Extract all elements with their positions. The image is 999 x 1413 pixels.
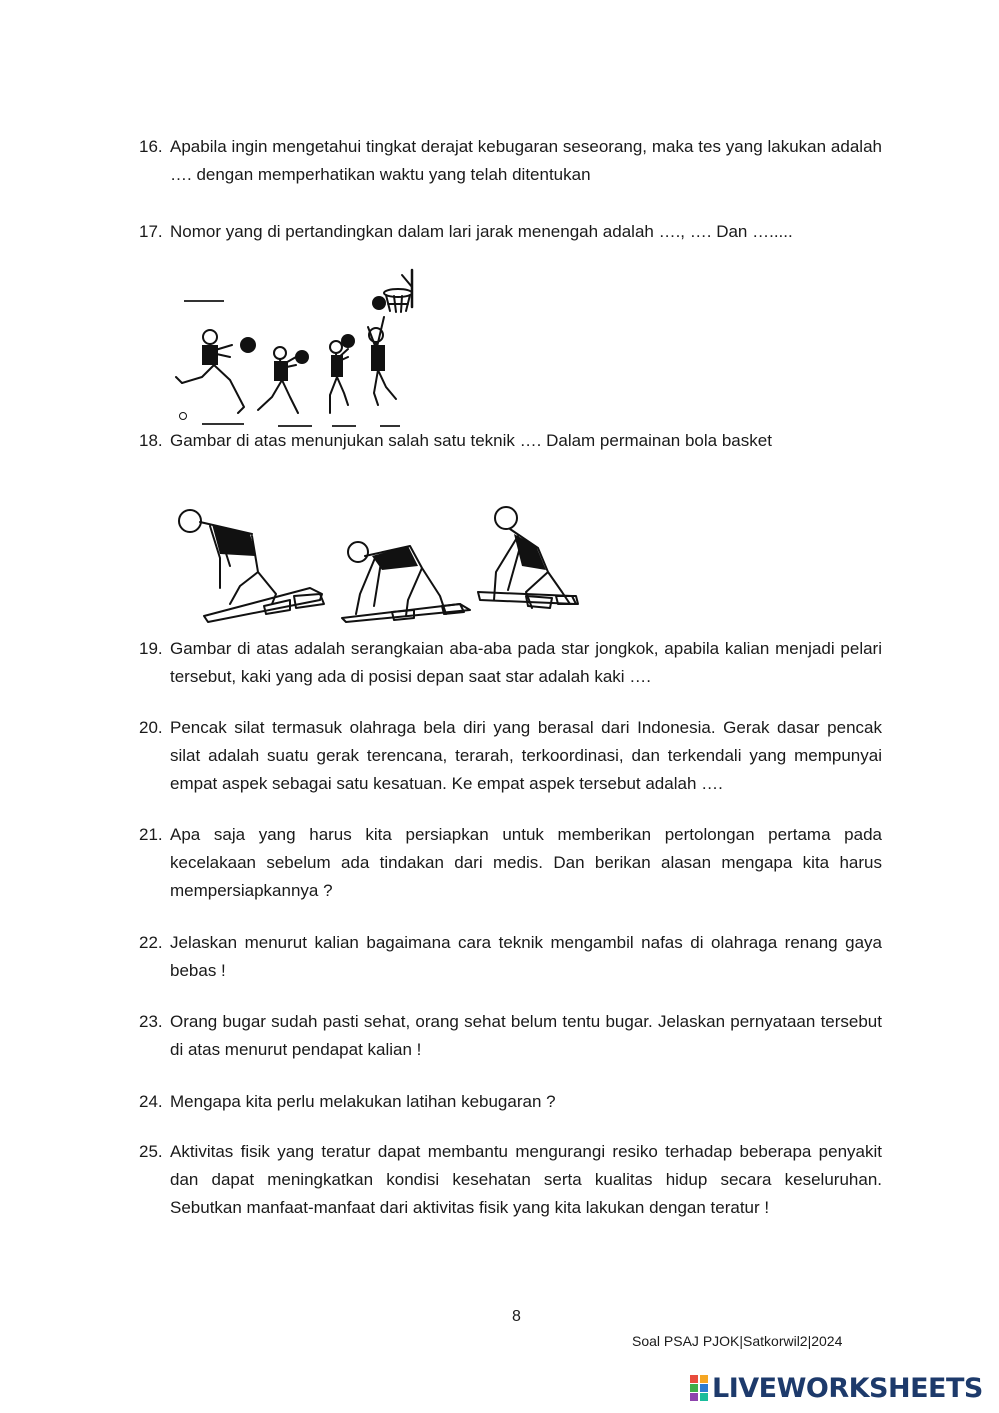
question-number: 24. xyxy=(139,1092,163,1111)
question-number: 25. xyxy=(139,1142,163,1161)
question-text: Jelaskan menurut kalian bagaimana cara teknik mengambil nafas di olahraga renang gaya bebas ! xyxy=(170,933,882,980)
question-21 xyxy=(139,821,882,905)
question-text: Apabila ingin mengetahui tingkat derajat kebugaran seseorang, maka tes yang lakukan adalah …. dengan memperhatikan waktu yang telah ditentukan xyxy=(170,137,882,184)
question-text: Mengapa kita perlu melakukan latihan kebugaran ? xyxy=(170,1092,556,1111)
question-text: Gambar di atas menunjukan salah satu teknik …. Dalam permainan bola basket xyxy=(170,431,772,450)
question-text: Nomor yang di pertandingkan dalam lari jarak menengah adalah …., …. Dan …..... xyxy=(170,222,793,241)
question-19 xyxy=(139,635,882,691)
question-text: Orang bugar sudah pasti sehat, orang sehat belum tentu bugar. Jelaskan pernyataan tersebut di atas menurut pendapat kalian ! xyxy=(170,1012,882,1059)
liveworksheets-logo-icon xyxy=(690,1375,708,1401)
question-22 xyxy=(139,929,882,985)
crouch-start-illustration xyxy=(160,496,585,626)
footer-text: Soal PSAJ PJOK|Satkorwil2|2024 xyxy=(632,1333,843,1349)
question-24 xyxy=(139,1088,882,1116)
question-number: 19. xyxy=(139,639,163,658)
question-text: Aktivitas fisik yang teratur dapat membantu mengurangi resiko terhadap beberapa penyakit dan dapat meningkatkan kondisi kesehatan serta kualitas hidup secara keseluruhan. Sebutkan manfaat-manfaat dari aktivitas fisik yang kita lakukan dengan teratur ! xyxy=(170,1142,882,1217)
question-text: Gambar di atas adalah serangkaian aba-aba pada star jongkok, apabila kalian menjadi pelari tersebut, kaki yang ada di posisi depan saat star adalah kaki …. xyxy=(170,639,882,686)
question-25 xyxy=(139,1138,882,1222)
liveworksheets-brand[interactable] xyxy=(690,1372,983,1404)
question-text: Pencak silat termasuk olahraga bela diri yang berasal dari Indonesia. Gerak dasar pencak silat adalah suatu gerak terencana, terarah, terkoordinasi, dan terkendali yang mempunyai empat aspek sebagai satu kesatuan. Ke empat aspek tersebut adalah …. xyxy=(170,718,882,793)
question-number: 16. xyxy=(139,137,163,156)
question-number: 23. xyxy=(139,1012,163,1031)
page-number: 8 xyxy=(512,1308,521,1325)
question-number: 22. xyxy=(139,933,163,952)
question-20 xyxy=(139,714,882,798)
question-number: 17. xyxy=(139,222,163,241)
question-17 xyxy=(139,218,882,246)
question-number: 18. xyxy=(139,431,163,450)
basketball-layup-illustration xyxy=(172,265,432,430)
question-16 xyxy=(139,133,882,189)
question-text: Apa saja yang harus kita persiapkan untuk memberikan pertolongan pertama pada kecelakaan sebelum ada tindakan dari medis. Dan berikan alasan mengapa kita harus mempersiapkannya ? xyxy=(170,825,882,900)
brand-name: LIVEWORKSHEETS xyxy=(712,1372,983,1404)
question-number: 20. xyxy=(139,718,163,737)
question-18 xyxy=(139,427,882,455)
question-number: 21. xyxy=(139,825,163,844)
question-23 xyxy=(139,1008,882,1064)
